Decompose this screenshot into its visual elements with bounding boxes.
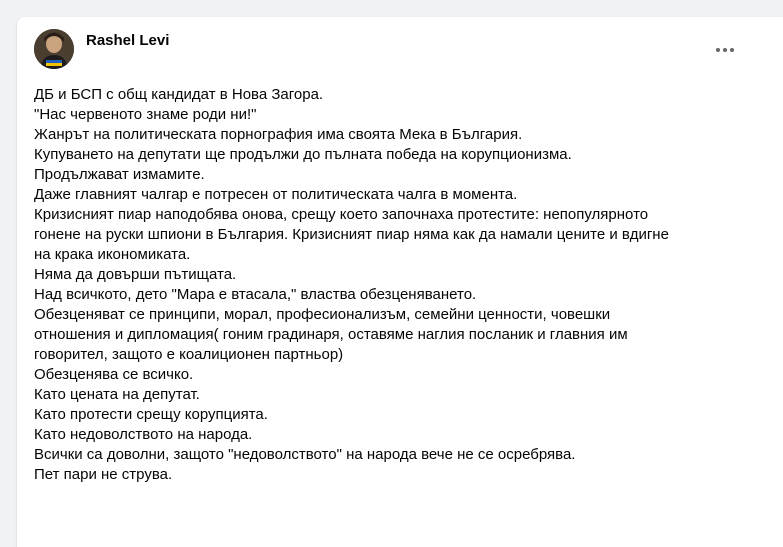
avatar-image — [34, 29, 74, 69]
post-line: "Нас червеното знаме роди ни!" — [34, 106, 257, 123]
post-line: Над всичкото, дето "Мара е втасала," властва обезценяването. — [34, 286, 477, 303]
post-line: Обезценява се всичко. — [34, 366, 194, 383]
more-options-button[interactable] — [707, 35, 743, 65]
post-line: отношения и дипломация( гоним градинаря, оставяме наглия посланик и главния им — [34, 326, 628, 343]
post-line: Пет пари не струва. — [34, 466, 173, 483]
post-line: говорител, защото е коалиционен партньор) — [34, 346, 344, 363]
post-line: Даже главният чалгар е потресен от политическата чалга в момента. — [34, 186, 518, 203]
post-line: Като протести срещу корупцията. — [34, 406, 268, 423]
post-line: Като цената на депутат. — [34, 386, 200, 403]
post-line: Жанрът на политическата порнография има своята Мека в България. — [34, 126, 523, 143]
post-line: Купуването на депутати ще продължи до пълната победа на корупционизма. — [34, 146, 572, 163]
post-line: Всички са доволни, защото "недоволството" на народа вече не се осребрява. — [34, 446, 576, 463]
more-horizontal-icon — [715, 47, 735, 53]
post-line: ДБ и БСП с общ кандидат в Нова Загора. — [34, 86, 324, 103]
post-line: Няма да довърши пътищата. — [34, 266, 237, 283]
post-line: на крака икономиката. — [34, 246, 191, 263]
post-body — [34, 85, 734, 485]
post-line: Продължават измамите. — [34, 166, 205, 183]
post-card — [17, 17, 783, 547]
post-line: Кризисният пиар наподобява онова, срещу което започнаха протестите: непопулярното — [34, 206, 649, 223]
post-line: Обезценяват се принципи, морал, професионализъм, семейни ценности, човешки — [34, 306, 611, 323]
author-avatar[interactable] — [34, 29, 74, 69]
post-line: Като недоволството на народа. — [34, 426, 253, 443]
author-name[interactable]: Rashel Levi — [86, 32, 170, 49]
post-line: гонене на руски шпиони в България. Кризисният пиар няма как да намали цените и вдигне — [34, 226, 669, 243]
